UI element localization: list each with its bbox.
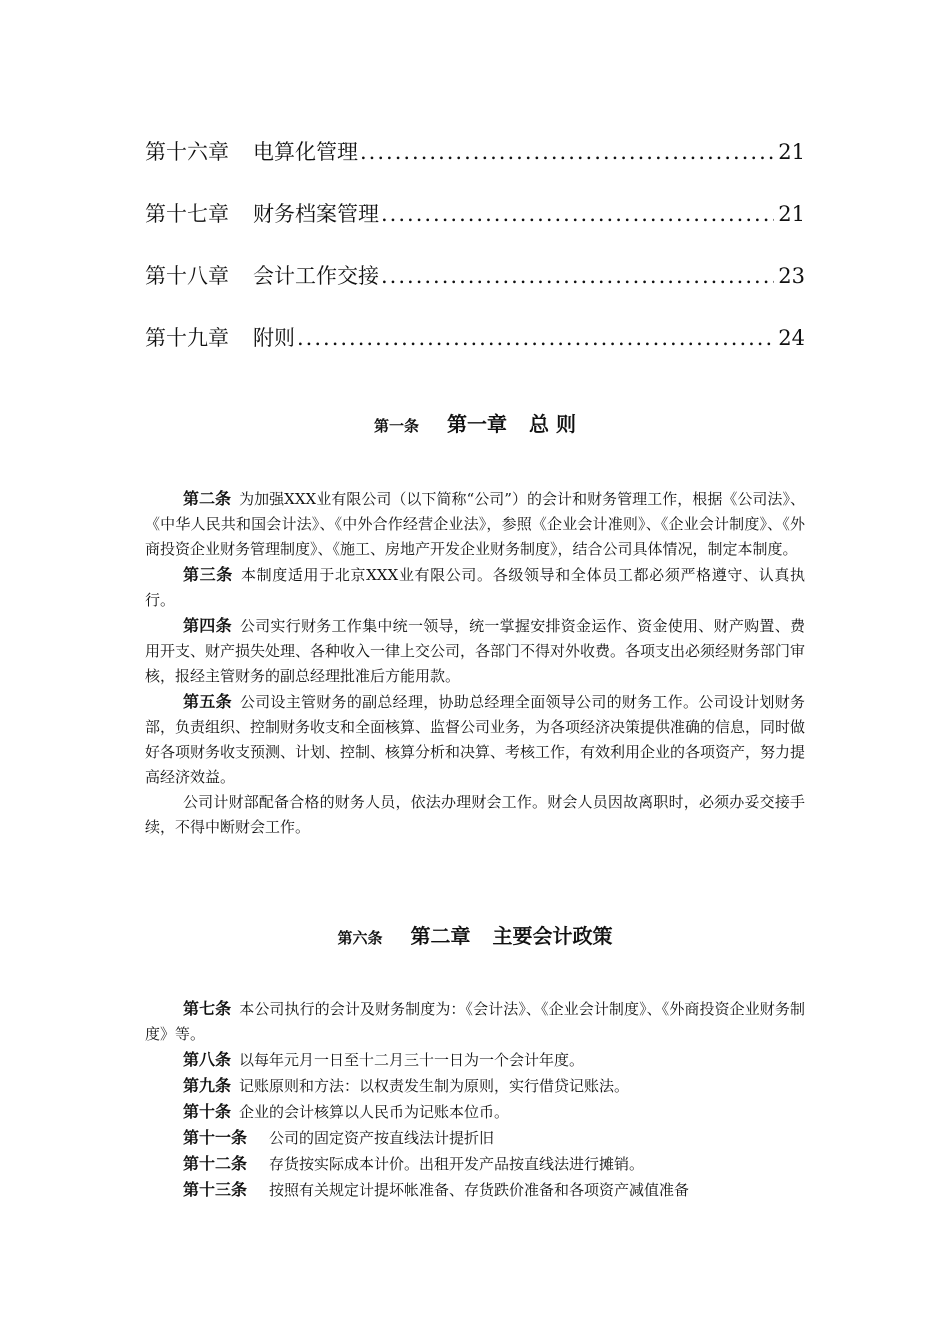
- article-text: 公司设主管财务的副总经理，协助总经理全面领导公司的财务工作。公司设计划财务部，负责组织、控制财务收支和全面核算、监督公司业务，为各项经济决策提供准确的信息，同时做好各项财务收支预测、计划、控制、核算分析和决算、考核工作，有效利用企业的各项资产，努力提高经济效益。: [145, 693, 806, 786]
- article-paragraph: [145, 1073, 805, 1099]
- article-text: 存货按实际成本计价。出租开发产品按直线法进行摊销。: [269, 1155, 645, 1173]
- article-label: 第三条: [183, 565, 233, 584]
- chapter-heading-number: 第一章: [447, 412, 508, 436]
- article-label: 第七条: [183, 999, 232, 1018]
- table-of-contents: [145, 136, 805, 384]
- toc-entry[interactable]: [145, 260, 805, 322]
- article-label: 第二条: [183, 489, 232, 508]
- article-paragraph: [145, 790, 805, 840]
- chapter-heading-title: 总 则: [529, 412, 576, 436]
- toc-chapter-number: 第十九章: [145, 326, 229, 350]
- toc-chapter-number: 第十七章: [145, 202, 229, 226]
- article-paragraph: [145, 613, 805, 689]
- chapter-2-body: [145, 996, 805, 1203]
- toc-page-number: 21: [778, 140, 805, 164]
- article-text: 公司的固定资产按直线法计提折旧: [269, 1129, 495, 1147]
- chapter-1-heading: [0, 408, 950, 437]
- article-label: 第十一条: [183, 1128, 248, 1147]
- article-text: 本公司执行的会计及财务制度为：《会计法》、《企业会计制度》、《外商投资企业财务制度》等。: [145, 1000, 805, 1043]
- toc-chapter-title: 电算化管理: [253, 140, 358, 164]
- article-label: 第八条: [183, 1050, 232, 1069]
- toc-leader-dots: [381, 264, 774, 288]
- article-label: 第十条: [183, 1102, 232, 1121]
- chapter-2-heading: [0, 920, 950, 949]
- article-label: 第九条: [183, 1076, 232, 1095]
- article-text: 以每年元月一日至十二月三十一日为一个会计年度。: [239, 1051, 585, 1069]
- toc-entry[interactable]: [145, 136, 805, 198]
- toc-leader-dots: [381, 202, 774, 226]
- article-paragraph: [145, 1099, 805, 1125]
- toc-entry[interactable]: [145, 198, 805, 260]
- article-text: 本制度适用于北京XXX业有限公司。各级领导和全体员工都必须严格遵守、认真执行。: [145, 566, 805, 609]
- toc-page-number: 21: [778, 202, 805, 226]
- toc-chapter-number: 第十八章: [145, 264, 229, 288]
- article-text: 公司实行财务工作集中统一领导，统一掌握安排资金运作、资金使用、财产购置、费用开支、财产损失处理、各种收入一律上交公司，各部门不得对外收费。各项支出必须经财务部门审核，报经主管财务的副总经理批准后方能用款。: [145, 617, 806, 685]
- article-paragraph: [145, 1125, 805, 1151]
- article-label: 第五条: [183, 692, 232, 711]
- article-paragraph: [145, 1177, 805, 1203]
- article-text: 为加强XXX业有限公司（以下简称“公司”）的会计和财务管理工作，根据《公司法》、《中华人民共和国会计法》、《中外合作经营企业法》，参照《企业会计准则》、《企业会计制度》、《外商投资企业财务管理制度》、《施工、房地产开发企业财务制度》，结合公司具体情况，制定本制度。: [145, 490, 805, 558]
- chapter-heading-article: 第一条: [374, 417, 420, 435]
- toc-entry[interactable]: [145, 322, 805, 384]
- article-paragraph: [145, 996, 805, 1047]
- chapter-heading-title: 主要会计政策: [492, 924, 613, 948]
- toc-page-number: 24: [778, 326, 805, 350]
- article-text: 企业的会计核算以人民币为记账本位币。: [239, 1103, 510, 1121]
- toc-chapter-title: 财务档案管理: [253, 202, 379, 226]
- toc-leader-dots: [360, 140, 774, 164]
- article-paragraph: [145, 1151, 805, 1177]
- article-text: 按照有关规定计提坏帐准备、存货跌价准备和各项资产减值准备: [269, 1181, 690, 1199]
- article-paragraph: [145, 562, 805, 613]
- article-label: 第四条: [183, 616, 232, 635]
- toc-chapter-number: 第十六章: [145, 140, 229, 164]
- article-label: 第十二条: [183, 1154, 248, 1173]
- chapter-heading-number: 第二章: [410, 924, 471, 948]
- article-paragraph: [145, 1047, 805, 1073]
- article-paragraph: [145, 689, 805, 790]
- toc-chapter-title: 附则: [253, 326, 295, 350]
- article-paragraph: [145, 486, 805, 562]
- article-label: 第十三条: [183, 1180, 248, 1199]
- toc-leader-dots: [297, 326, 774, 350]
- chapter-heading-article: 第六条: [337, 929, 383, 947]
- chapter-1-body: [145, 486, 805, 840]
- toc-page-number: 23: [778, 264, 805, 288]
- toc-chapter-title: 会计工作交接: [253, 264, 379, 288]
- article-text: 记账原则和方法：以权责发生制为原则，实行借贷记账法。: [239, 1077, 630, 1095]
- article-text: 公司计财部配备合格的财务人员，依法办理财会工作。财会人员因故离职时，必须办妥交接手续，不得中断财会工作。: [145, 793, 805, 836]
